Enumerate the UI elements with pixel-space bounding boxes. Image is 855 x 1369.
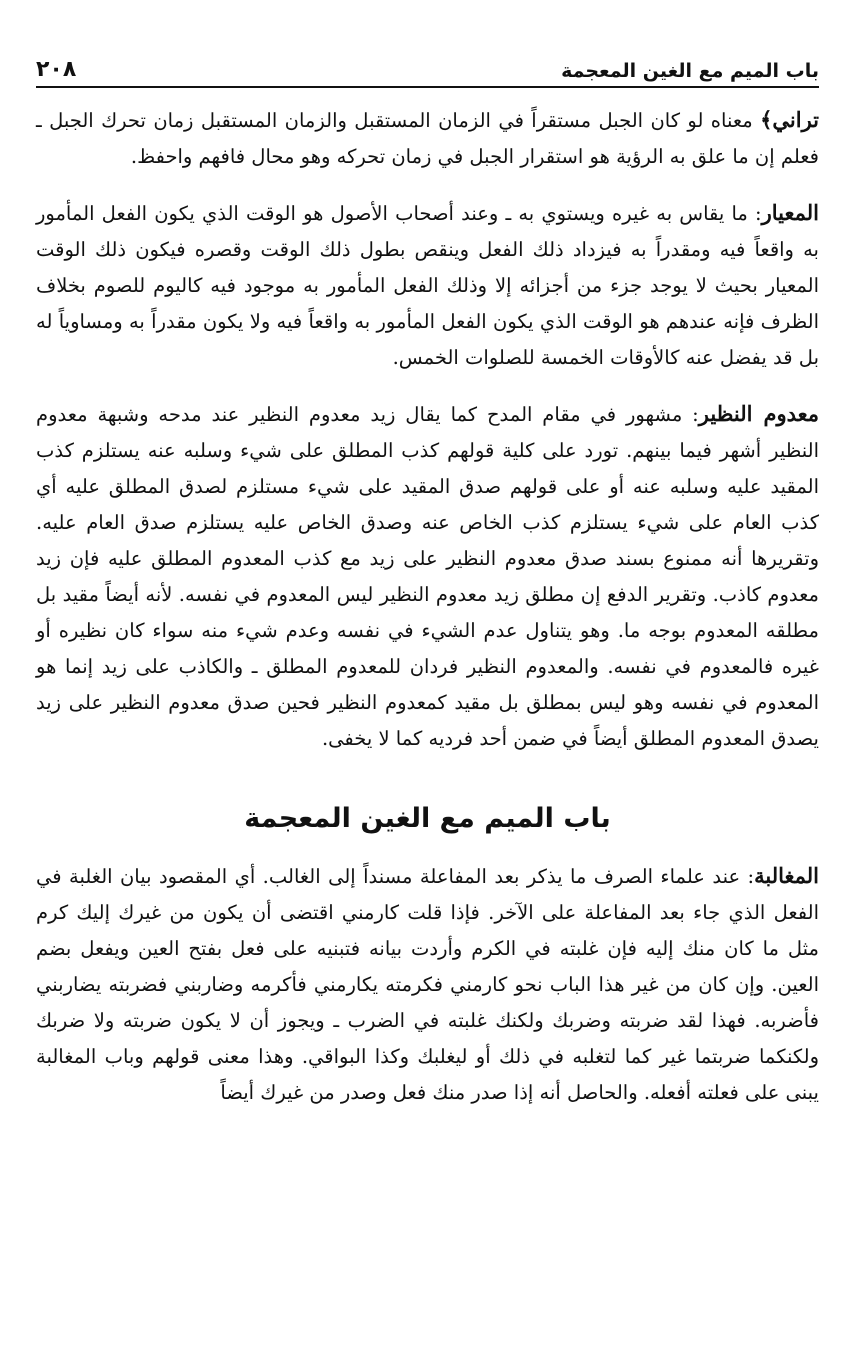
section-heading: باب الميم مع الغين المعجمة [244, 803, 611, 834]
entry-text: : ما يقاس به غيره ويستوي به ـ وعند أصحاب الأصول هو الوقت الذي يكون الفعل المأمور به واقعاً فيه ومقدراً به فيزداد ذلك الفعل وينقص بطول ذلك الوقت وقصره فيكون ذلك الوقت المعيار بحيث لا يوجد جزء من أجزائه إلا وذلك الفعل المأمور به موجود فيه كاليوم للصوم بخلاف الظرف فإنه عندهم هو الوقت الذي يكون الفعل المأمور به واقعاً فيه ولا يكون مقدراً به ومساوياً له بل قد يفضل عنه كالأوقات الخمسة للصلوات الخمس. [36, 202, 819, 369]
page-number: ٢٠٨ [36, 57, 77, 82]
running-header [36, 48, 819, 88]
entry-term: المعيار [761, 200, 819, 225]
entry-text: معناه لو كان الجبل مستقراً في الزمان المستقبل والزمان المستقبل زمان تحرك الجبل ـ فعلم إن ما علق به الرؤية هو استقرار الجبل في زمان تحركه وهو محال فافهم واحفظ. [36, 109, 819, 168]
entry-mughalaba [36, 858, 819, 1111]
entry-mieyar [36, 195, 819, 376]
running-title: باب الميم مع الغين المعجمة [561, 60, 819, 82]
entry-madum-alnazir [36, 396, 819, 757]
entry-text: : مشهور في مقام المدح كما يقال زيد معدوم النظير عند مدحه وشبهة معدوم النظير أشهر فيما بينهم. تورد على كلية قولهم كذب المطلق على شيء وسلبه عنه يستلزم كذب المقيد عليه وسلبه عنه أو على قولهم صدق المقيد على شيء مستلزم لصدق المطلق عليه أي كذب العام على شيء يستلزم كذب الخاص عنه وصدق الخاص عليه يستلزم صدق العام عليه. وتقريرها أنه ممنوع بسند صدق معدوم النظير على زيد مع كذب المعدوم المطلق عليه فإن زيد معدوم كاذب. وتقرير الدفع إن مطلق زيد معدوم النظير ليس المعدوم في نفسه. لأنه أيضاً مقيد بل مطلقه المعدوم بوجه ما. وهو يتناول عدم الشيء في نفسه وعدم شيء منه سواء كان نظيره أو غيره فالمعدوم في نفسه. والمعدوم النظير فردان للمعدوم المطلق ـ والكاذب على زيد إنما هو المعدوم في نفسه وهو ليس بمطلق بل مقيد كمعدوم النظير فحين صدق معدوم النظير على زيد يصدق المعدوم المطلق أيضاً في ضمن أحد فرديه كما لا يخفى. [36, 403, 819, 750]
entry-text: : عند علماء الصرف ما يذكر بعد المفاعلة مسنداً إلى الغالب. أي المقصود بيان الغلبة في الفعل الذي جاء بعد المفاعلة على الآخر. فإذا قلت كارمني اقتضى أن يكون من غيرك إليك كرم مثل ما كان منك إليه فإن غلبته في الكرم وأردت بيانه فتبنيه على فعل بفتح العين ويفعل بضم العين. وإن كان من غير هذا الباب نحو كارمني فكرمته يكارمني فأكرمه وضاربني فضربته يضاربني فأضربه. فهذا لقد ضربته وضربك ولكنك غلبته في الضرب ـ ويجوز أن لا يكون ضربته ولا ضربك ولكنكما ضربتما غير كما لتغلبه في ذلك أو ليغلبك وكذا البواقي. وهذا معنى قولهم وباب المغالبة يبنى على فعلته أفعله. والحاصل أنه إذا صدر منك فعل وصدر من غيرك أيضاً [36, 865, 819, 1104]
continuation-paragraph [36, 102, 819, 175]
entry-term: معدوم النظير [698, 401, 819, 426]
entry-term: تراني﴾ [760, 107, 819, 132]
book-page [36, 48, 819, 1369]
page-content [36, 102, 819, 1111]
entry-term: المغالبة [754, 863, 819, 888]
